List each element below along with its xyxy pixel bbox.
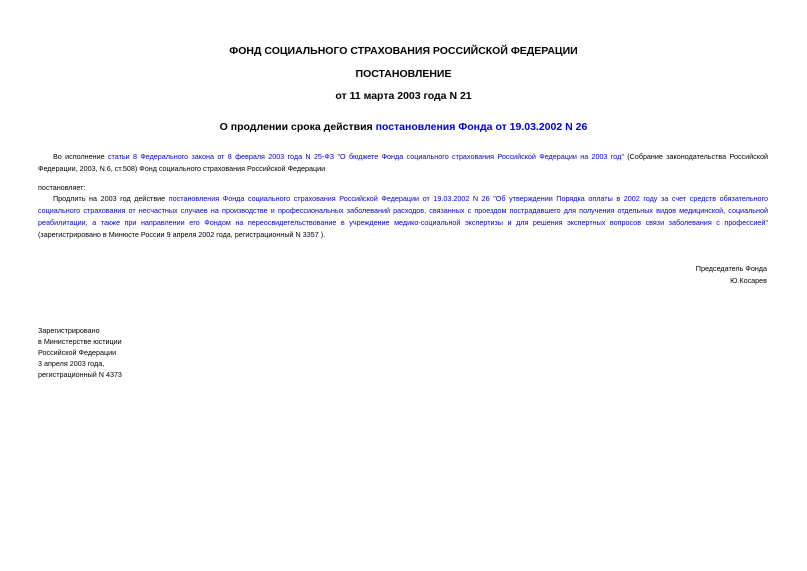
title-link[interactable]: постановления Фонда от 19.03.2002 N 26 [375, 121, 588, 133]
paragraph-1-text-b: (Собрание законодательства Российской Федерации, 2003, N 6, ст.508) Фонд социального страхования Российской Федерации [38, 152, 768, 173]
paragraph-2: постановляет: [38, 183, 86, 192]
paragraph-3-text-a: Продлить на 2003 год действие [53, 194, 169, 203]
registration-line: регистрационный N 4373 [38, 370, 122, 379]
doc-type-heading: ПОСТАНОВЛЕНИЕ [355, 68, 452, 80]
registration-line: 3 апреля 2003 года, [38, 359, 105, 368]
registration-line: Зарегистрировано [38, 326, 100, 335]
paragraph-1 [38, 151, 768, 175]
resolution-link[interactable]: постановления Фонда социального страхования Российской Федерации от 19.03.2002 N 26 "Об утверждении Порядка оплаты в 2002 году за счет средств обязательного социального страхования от несчастных случаев на производстве и профессиональных заболеваний расходов, связанных с проездом пострадавшего для получения отдельных видов медицинской, социальной реабилитации, а также при направлении его Фондом на переосвидетельствование в учреждение медико-социальной экспертизы и для решения экспертных вопросов связи заболевания с профессией" [38, 194, 768, 227]
registration-line: в Министерстве юстиции [38, 337, 122, 346]
signature-position: Председатель Фонда [695, 264, 767, 273]
org-heading: ФОНД СОЦИАЛЬНОГО СТРАХОВАНИЯ РОССИЙСКОЙ ФЕДЕРАЦИИ [229, 45, 578, 57]
paragraph-3-text-b: (зарегистрировано в Минюсте России 9 апреля 2002 года, регистрационный N 3357 ). [38, 230, 326, 239]
registration-block [38, 325, 122, 380]
signature-name: Ю.Косарев [730, 276, 767, 285]
signature-block [696, 263, 767, 287]
document-title [0, 121, 807, 133]
title-prefix: О продлении срока действия [219, 121, 376, 133]
registration-line: Российской Федерации [38, 348, 117, 357]
federal-law-link[interactable]: статьи 8 Федерального закона от 8 февраля 2003 года N 25-ФЗ "О бюджете Фонда социального страхования Российской Федерации на 2003 год" [107, 152, 624, 161]
paragraph-3 [38, 193, 768, 241]
date-number-heading: от 11 марта 2003 года N 21 [335, 90, 472, 102]
paragraph-1-text-a: Во исполнение [53, 152, 108, 161]
